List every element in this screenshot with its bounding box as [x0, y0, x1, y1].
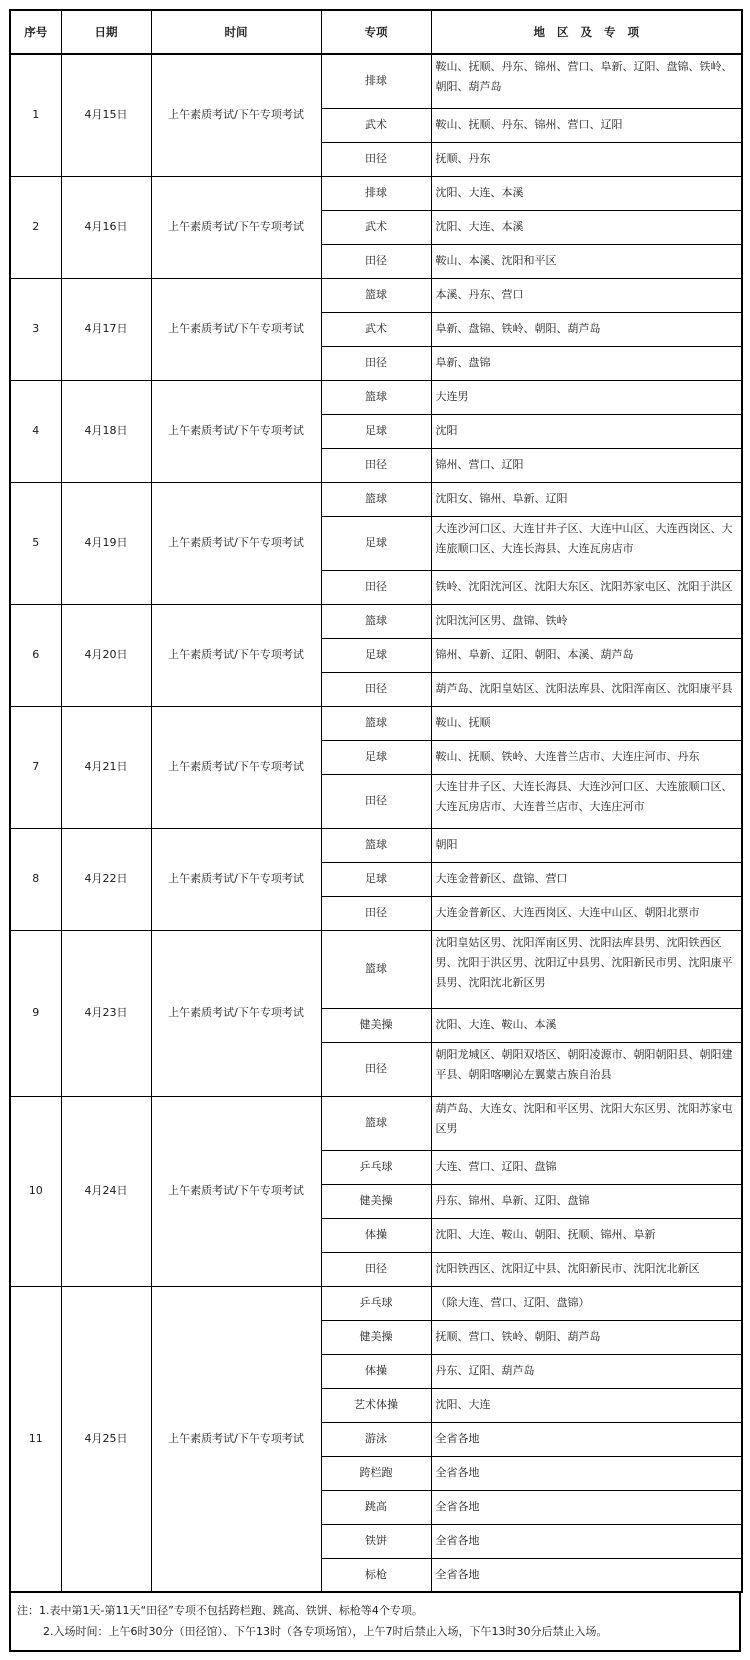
event-cell: 武术: [321, 210, 431, 244]
event-cell: 游泳: [321, 1422, 431, 1456]
region-cell: 葫芦岛、大连女、沈阳和平区男、沈阳大东区男、沈阳苏家屯区男: [431, 1096, 742, 1150]
day-time-cell: 上午素质考试/下午专项考试: [151, 54, 321, 176]
event-cell: 足球: [321, 414, 431, 448]
region-cell: 全省各地: [431, 1490, 742, 1524]
day-time-cell: 上午素质考试/下午专项考试: [151, 380, 321, 482]
table-body: [10, 54, 742, 1592]
event-cell: 田径: [321, 1252, 431, 1286]
region-cell: 鞍山、抚顺、铁岭、大连普兰店市、大连庄河市、丹东: [431, 740, 742, 774]
day-time-cell: 上午素质考试/下午专项考试: [151, 706, 321, 828]
region-cell: 朝阳: [431, 828, 742, 862]
region-cell: 沈阳、大连、鞍山、朝阳、抚顺、锦州、阜新: [431, 1218, 742, 1252]
region-cell: 大连沙河口区、大连甘井子区、大连中山区、大连西岗区、大连旅顺口区、大连长海县、大连瓦房店市: [431, 516, 742, 570]
event-cell: 跳高: [321, 1490, 431, 1524]
day-index-cell: 9: [10, 930, 61, 1096]
region-cell: 全省各地: [431, 1456, 742, 1490]
region-cell: 沈阳沈河区男、盘锦、铁岭: [431, 604, 742, 638]
region-cell: 大连甘井子区、大连长海县、大连沙河口区、大连旅顺口区、大连瓦房店市、大连普兰店市、大连庄河市: [431, 774, 742, 828]
day-index-cell: 5: [10, 482, 61, 604]
event-cell: 排球: [321, 54, 431, 108]
event-cell: 田径: [321, 570, 431, 604]
notes-section: [9, 1593, 741, 1652]
region-cell: 葫芦岛、沈阳皇姑区、沈阳法库县、沈阳浑南区、沈阳康平县: [431, 672, 742, 706]
day-index-cell: 8: [10, 828, 61, 930]
event-cell: 武术: [321, 312, 431, 346]
note-line-1: 注：1.表中第1天-第11天“田径”专项不包括跨栏跑、跳高、铁饼、标枪等4个专项。: [17, 1604, 423, 1617]
day-time-cell: 上午素质考试/下午专项考试: [151, 1096, 321, 1286]
event-cell: 篮球: [321, 1096, 431, 1150]
region-cell: 沈阳、大连、鞍山、本溪: [431, 1008, 742, 1042]
region-cell: 沈阳、大连: [431, 1388, 742, 1422]
region-cell: 鞍山、本溪、沈阳和平区: [431, 244, 742, 278]
table-row: [10, 604, 742, 638]
day-date-cell: 4月25日: [61, 1286, 151, 1592]
day-date-cell: 4月23日: [61, 930, 151, 1096]
event-cell: 体操: [321, 1218, 431, 1252]
table-row: [10, 706, 742, 740]
event-cell: 健美操: [321, 1184, 431, 1218]
table-row: [10, 54, 742, 108]
region-cell: 沈阳、大连、本溪: [431, 210, 742, 244]
event-cell: 武术: [321, 108, 431, 142]
table-row: [10, 1286, 742, 1320]
table-row: [10, 380, 742, 414]
table-header: [10, 10, 742, 54]
region-cell: 沈阳、大连、本溪: [431, 176, 742, 210]
day-index-cell: 3: [10, 278, 61, 380]
region-cell: 阜新、盘锦、铁岭、朝阳、葫芦岛: [431, 312, 742, 346]
day-date-cell: 4月22日: [61, 828, 151, 930]
event-cell: 篮球: [321, 706, 431, 740]
header-date: 日期: [61, 10, 151, 54]
event-cell: 田径: [321, 244, 431, 278]
day-date-cell: 4月24日: [61, 1096, 151, 1286]
table-row: [10, 1096, 742, 1150]
event-cell: 篮球: [321, 482, 431, 516]
table-row: [10, 828, 742, 862]
header-index: 序号: [10, 10, 61, 54]
day-time-cell: 上午素质考试/下午专项考试: [151, 604, 321, 706]
region-cell: 大连金普新区、盘锦、营口: [431, 862, 742, 896]
event-cell: 田径: [321, 672, 431, 706]
region-cell: 本溪、丹东、营口: [431, 278, 742, 312]
event-cell: 跨栏跑: [321, 1456, 431, 1490]
region-cell: 沈阳女、锦州、阜新、辽阳: [431, 482, 742, 516]
region-cell: 沈阳铁西区、沈阳辽中县、沈阳新民市、沈阳沈北新区: [431, 1252, 742, 1286]
day-index-cell: 10: [10, 1096, 61, 1286]
day-time-cell: 上午素质考试/下午专项考试: [151, 482, 321, 604]
table-row: [10, 930, 742, 1008]
event-cell: 乒乓球: [321, 1286, 431, 1320]
note-line-2: 2.入场时间：上午6时30分（田径馆）、下午13时（各专项场馆），上午7时后禁止入场，下午13时30分后禁止入场。: [43, 1625, 608, 1638]
day-time-cell: 上午素质考试/下午专项考试: [151, 278, 321, 380]
region-cell: 大连男: [431, 380, 742, 414]
day-time-cell: 上午素质考试/下午专项考试: [151, 176, 321, 278]
region-cell: 丹东、锦州、阜新、辽阳、盘锦: [431, 1184, 742, 1218]
event-cell: 足球: [321, 516, 431, 570]
region-cell: 朝阳龙城区、朝阳双塔区、朝阳凌源市、朝阳朝阳县、朝阳建平县、朝阳喀喇沁左翼蒙古族自治县: [431, 1042, 742, 1096]
table-row: [10, 482, 742, 516]
region-cell: 丹东、辽阳、葫芦岛: [431, 1354, 742, 1388]
event-cell: 篮球: [321, 604, 431, 638]
region-cell: 大连、营口、辽阳、盘锦: [431, 1150, 742, 1184]
day-date-cell: 4月19日: [61, 482, 151, 604]
day-date-cell: 4月20日: [61, 604, 151, 706]
event-cell: 篮球: [321, 930, 431, 1008]
region-cell: 鞍山、抚顺、丹东、锦州、营口、辽阳: [431, 108, 742, 142]
event-cell: 健美操: [321, 1320, 431, 1354]
day-date-cell: 4月15日: [61, 54, 151, 176]
region-cell: 全省各地: [431, 1558, 742, 1592]
header-event: 专项: [321, 10, 431, 54]
region-cell: 铁岭、沈阳沈河区、沈阳大东区、沈阳苏家屯区、沈阳于洪区: [431, 570, 742, 604]
event-cell: 田径: [321, 1042, 431, 1096]
event-cell: 篮球: [321, 828, 431, 862]
day-index-cell: 7: [10, 706, 61, 828]
region-cell: （除大连、营口、辽阳、盘锦）: [431, 1286, 742, 1320]
day-date-cell: 4月21日: [61, 706, 151, 828]
bottom-spacer: [9, 1652, 741, 1660]
region-cell: 全省各地: [431, 1524, 742, 1558]
event-cell: 排球: [321, 176, 431, 210]
day-index-cell: 4: [10, 380, 61, 482]
region-cell: 全省各地: [431, 1422, 742, 1456]
event-cell: 乒乓球: [321, 1150, 431, 1184]
event-cell: 篮球: [321, 380, 431, 414]
day-index-cell: 6: [10, 604, 61, 706]
region-cell: 抚顺、营口、铁岭、朝阳、葫芦岛: [431, 1320, 742, 1354]
event-cell: 足球: [321, 740, 431, 774]
region-cell: 大连金普新区、大连西岗区、大连中山区、朝阳北票市: [431, 896, 742, 930]
region-cell: 锦州、阜新、辽阳、朝阳、本溪、葫芦岛: [431, 638, 742, 672]
region-cell: 沈阳: [431, 414, 742, 448]
event-cell: 标枪: [321, 1558, 431, 1592]
event-cell: 足球: [321, 638, 431, 672]
event-cell: 田径: [321, 346, 431, 380]
day-time-cell: 上午素质考试/下午专项考试: [151, 1286, 321, 1592]
day-time-cell: 上午素质考试/下午专项考试: [151, 828, 321, 930]
day-index-cell: 11: [10, 1286, 61, 1592]
region-cell: 抚顺、丹东: [431, 142, 742, 176]
header-time: 时间: [151, 10, 321, 54]
event-cell: 田径: [321, 774, 431, 828]
event-cell: 篮球: [321, 278, 431, 312]
header-region: 地 区 及 专 项: [431, 10, 742, 54]
region-cell: 鞍山、抚顺、丹东、锦州、营口、阜新、辽阳、盘锦、铁岭、朝阳、葫芦岛: [431, 54, 742, 108]
region-cell: 沈阳皇姑区男、沈阳浑南区男、沈阳法库县男、沈阳铁西区男、沈阳于洪区男、沈阳辽中县男、沈阳新民市男、沈阳康平县男、沈阳沈北新区男: [431, 930, 742, 1008]
day-index-cell: 2: [10, 176, 61, 278]
table-row: [10, 176, 742, 210]
event-cell: 足球: [321, 862, 431, 896]
table-row: [10, 278, 742, 312]
region-cell: 锦州、营口、辽阳: [431, 448, 742, 482]
event-cell: 体操: [321, 1354, 431, 1388]
header-row: [10, 10, 742, 54]
day-date-cell: 4月18日: [61, 380, 151, 482]
event-cell: 田径: [321, 448, 431, 482]
event-cell: 艺术体操: [321, 1388, 431, 1422]
event-cell: 健美操: [321, 1008, 431, 1042]
region-cell: 阜新、盘锦: [431, 346, 742, 380]
day-time-cell: 上午素质考试/下午专项考试: [151, 930, 321, 1096]
exam-schedule-table: [9, 9, 743, 1593]
day-date-cell: 4月16日: [61, 176, 151, 278]
event-cell: 田径: [321, 896, 431, 930]
event-cell: 铁饼: [321, 1524, 431, 1558]
region-cell: 鞍山、抚顺: [431, 706, 742, 740]
event-cell: 田径: [321, 142, 431, 176]
day-index-cell: 1: [10, 54, 61, 176]
day-date-cell: 4月17日: [61, 278, 151, 380]
